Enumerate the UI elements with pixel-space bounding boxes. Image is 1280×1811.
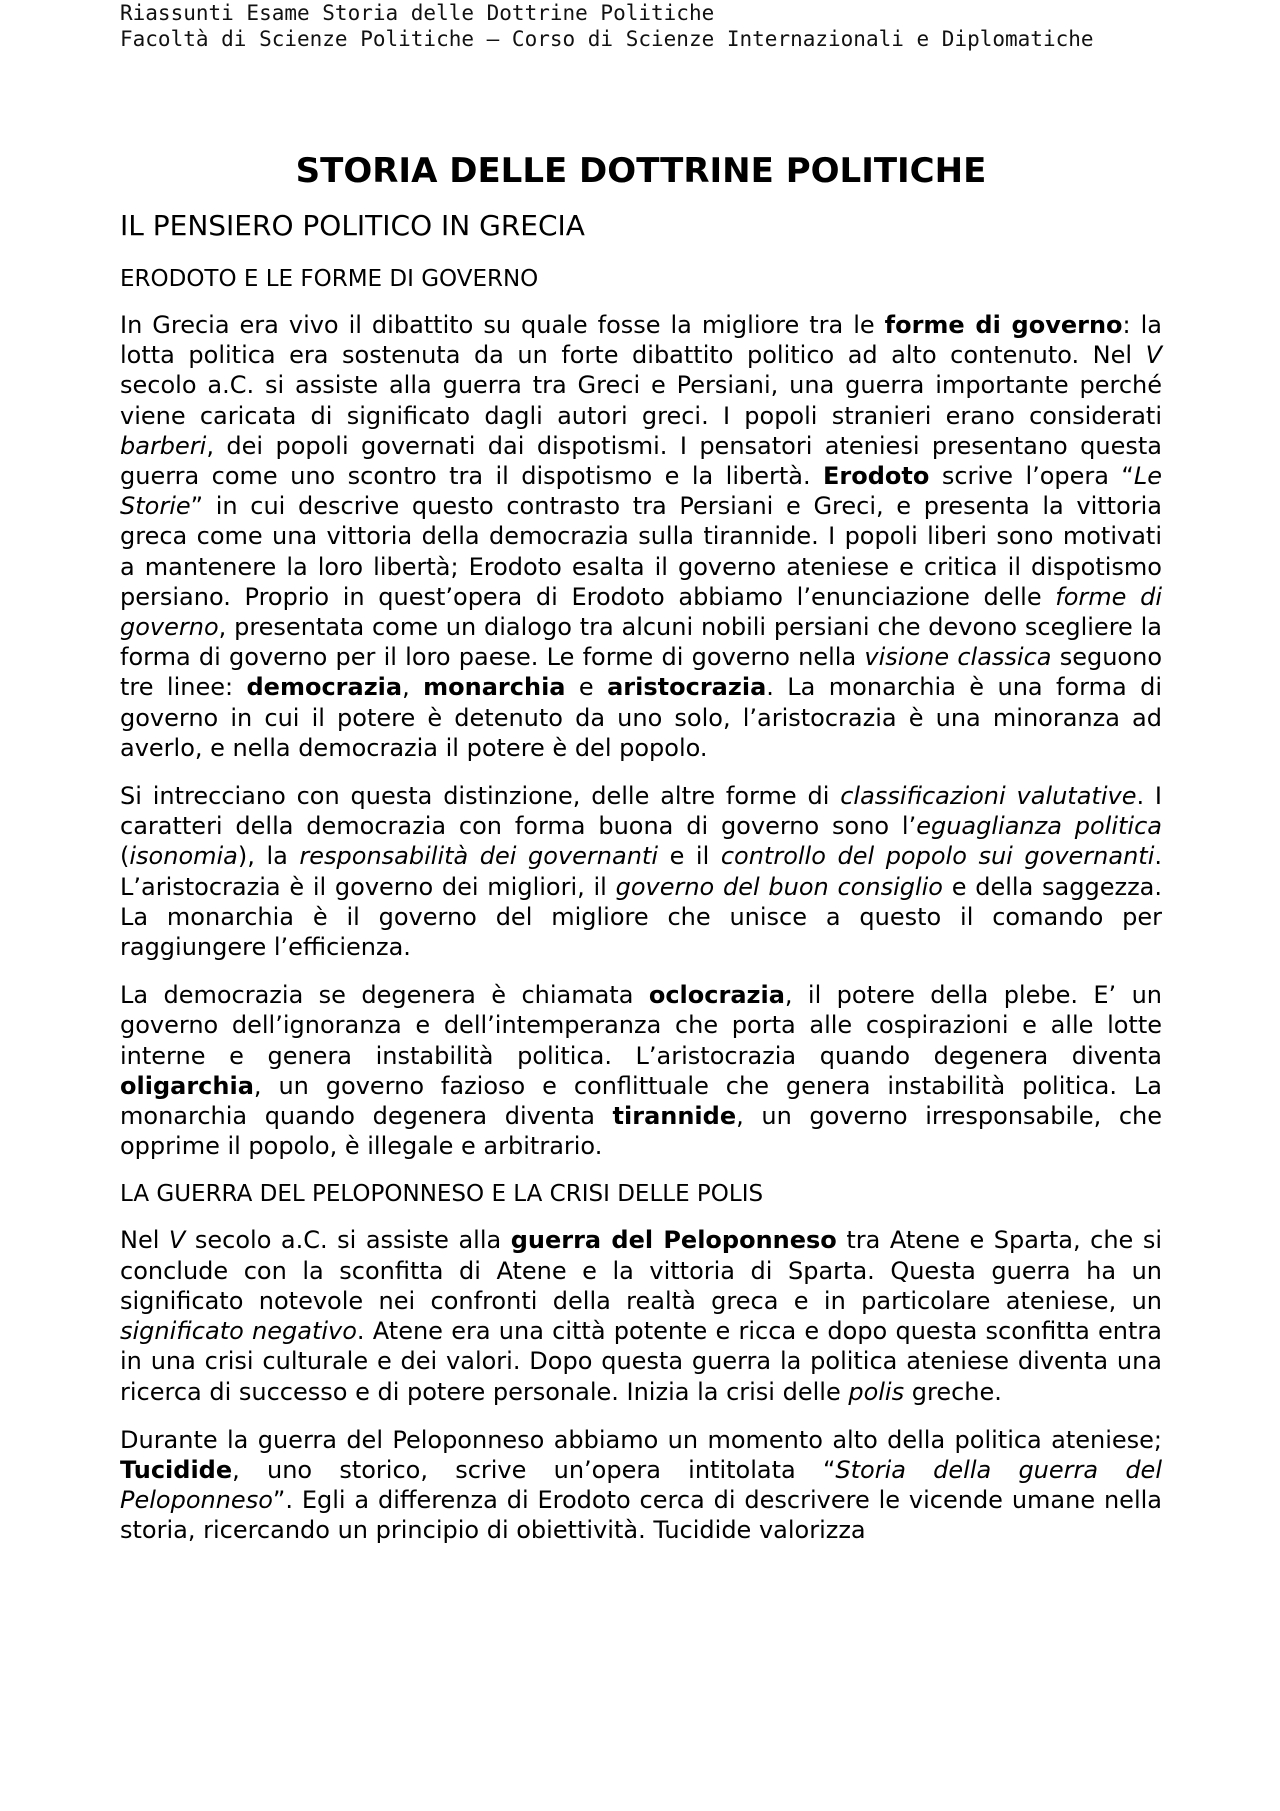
text-run: , presentata come un dialogo tra alcuni nobili persiani che devono scegliere la forma di governo per il loro paese. Le forme di governo nella bbox=[120, 613, 1162, 672]
text-run: e il bbox=[658, 842, 721, 871]
text-run: , bbox=[402, 673, 424, 702]
bold-text: tirannide bbox=[612, 1102, 737, 1131]
italic-text: polis bbox=[848, 1377, 905, 1406]
document-body bbox=[120, 150, 1162, 1564]
paragraph-5 bbox=[120, 1425, 1162, 1546]
text-run: ” in cui descrive questo contrasto tra Persiani e Greci, e presenta la vittoria greca come una vittoria della democrazia sulla tirannide. I popoli liberi sono motivati a mantenere la loro libertà; Erodoto esalta il governo ateniese e critica il dispotismo persiano. Proprio in quest’opera di Erodoto abbiamo l’enunciazione delle bbox=[120, 492, 1162, 611]
bold-text: democrazia bbox=[246, 673, 403, 702]
italic-text: Storia della guerra del Peloponneso bbox=[120, 1455, 1162, 1515]
italic-text: isonomia bbox=[129, 842, 238, 871]
paragraph-3 bbox=[120, 980, 1162, 1161]
header-line-1: Riassunti Esame Storia delle Dottrine Politiche bbox=[120, 1, 715, 25]
text-run: secolo a.C. si assiste alla bbox=[185, 1226, 511, 1255]
paragraph-4 bbox=[120, 1225, 1162, 1406]
bold-text: monarchia bbox=[423, 673, 566, 702]
paragraph-1 bbox=[120, 310, 1162, 763]
italic-text: visione classica bbox=[864, 643, 1052, 672]
text-run: , uno storico, scrive un’opera intitolata “ bbox=[232, 1455, 836, 1484]
text-run: , un governo irresponsabile, che opprime il popolo, è illegale e arbitrario. bbox=[120, 1102, 1162, 1161]
section-title: IL PENSIERO POLITICO IN GRECIA bbox=[120, 209, 585, 242]
text-run: Si intrecciano con questa distinzione, delle altre forme di bbox=[120, 782, 841, 811]
text-run: La democrazia se degenera è chiamata bbox=[120, 981, 649, 1010]
bold-text: aristocrazia bbox=[607, 673, 767, 702]
text-run: tra Atene e Sparta, che si conclude con la sconfitta di Atene e la vittoria di Sparta. Questa guerra ha un significato notevole nei confronti della realtà greca e in particolare ateniese, un bbox=[120, 1226, 1162, 1315]
text-run: In Grecia era vivo il dibattito su quale fosse la migliore tra le bbox=[120, 311, 885, 339]
italic-text: governo del buon consiglio bbox=[615, 872, 943, 901]
italic-text: barberi bbox=[120, 431, 207, 460]
bold-text: Tucidide bbox=[120, 1455, 233, 1484]
text-run: scrive l’opera “ bbox=[929, 462, 1134, 491]
italic-text: responsabilità dei governanti bbox=[299, 842, 659, 871]
text-run: , dei popoli governati dai dispotismi. I pensatori ateniesi presentano questa guerra come uno scontro tra il dispotismo e la libertà. bbox=[120, 431, 1162, 491]
bold-text: guerra del Peloponneso bbox=[510, 1226, 837, 1255]
italic-text: V bbox=[1145, 341, 1162, 370]
text-run: , un governo fazioso e conflittuale che genera instabilità politica. La monarchia quando degenera diventa bbox=[120, 1071, 1162, 1131]
bold-text: oclocrazia bbox=[648, 981, 785, 1010]
running-header bbox=[120, 0, 1094, 52]
text-run: Nel bbox=[120, 1226, 169, 1255]
text-run: , il potere della plebe. E’ un governo dell’ignoranza e dell’intemperanza che porta alle cospirazioni e alle lotte interne e genera instabilità politica. L’aristocrazia quando degenera diventa bbox=[120, 981, 1162, 1070]
bold-text: forme di governo bbox=[884, 311, 1123, 339]
text-run: seguono tre linee: bbox=[120, 643, 1163, 702]
text-run: . La monarchia è una forma di governo in cui il potere è detenuto da uno solo, l’aristocrazia è una minoranza ad averlo, e nella democrazia il potere è del popolo. bbox=[120, 673, 1162, 762]
paragraph-2 bbox=[120, 781, 1162, 962]
text-run: e della saggezza. La monarchia è il governo del migliore che unisce a questo il comando per raggiungere l’efficienza. bbox=[120, 872, 1163, 962]
italic-text: classificazioni valutative bbox=[840, 782, 1137, 811]
subsection-title-erodoto: ERODOTO E LE FORME DI GOVERNO bbox=[120, 266, 539, 292]
text-run: ( bbox=[120, 842, 130, 871]
document-title: STORIA DELLE DOTTRINE POLITICHE bbox=[295, 151, 987, 191]
bold-text: oligarchia bbox=[120, 1071, 254, 1100]
italic-text: forme di governo bbox=[120, 582, 1162, 642]
text-run: : la lotta politica era sostenuta da un forte dibattito politico ad alto contenuto. Nel bbox=[120, 311, 1162, 370]
header-line-2: Facoltà di Scienze Politiche – Corso di Scienze Internazionali e Diplomatiche bbox=[120, 27, 1094, 51]
italic-text: Le Storie bbox=[120, 462, 1162, 521]
text-run: greche. bbox=[904, 1377, 1002, 1406]
italic-text: eguaglianza politica bbox=[916, 812, 1162, 841]
text-run: . Atene era una città potente e ricca e dopo questa sconfitta entra in una crisi culturale e dei valori. Dopo questa guerra la politica ateniese diventa una ricerca di successo e di potere personale. Inizia la crisi delle bbox=[120, 1317, 1163, 1406]
text-run: ), la bbox=[237, 842, 300, 871]
text-run: ”. Egli a differenza di Erodoto cerca di descrivere le vicende umane nella storia, ricercando un principio di obiettività. Tucidide valorizza bbox=[120, 1486, 1162, 1545]
italic-text: controllo del popolo sui governanti bbox=[720, 842, 1155, 871]
subsection-title-peloponneso: LA GUERRA DEL PELOPONNESO E LA CRISI DELLE POLIS bbox=[120, 1181, 764, 1208]
text-run: Durante la guerra del Peloponneso abbiamo un momento alto della politica ateniese; bbox=[120, 1425, 1162, 1454]
italic-text: V bbox=[168, 1226, 186, 1255]
text-run: . L’aristocrazia è il governo dei migliori, il bbox=[120, 842, 1163, 901]
bold-text: Erodoto bbox=[823, 462, 930, 491]
text-run: . I caratteri della democrazia con forma buona di governo sono l’ bbox=[120, 782, 1163, 841]
text-run: e bbox=[565, 673, 608, 702]
italic-text: significato negativo bbox=[120, 1317, 357, 1346]
text-run: secolo a.C. si assiste alla guerra tra Greci e Persiani, una guerra importante perché viene caricata di significato dagli autori greci. I popoli stranieri erano considerati bbox=[120, 371, 1162, 430]
